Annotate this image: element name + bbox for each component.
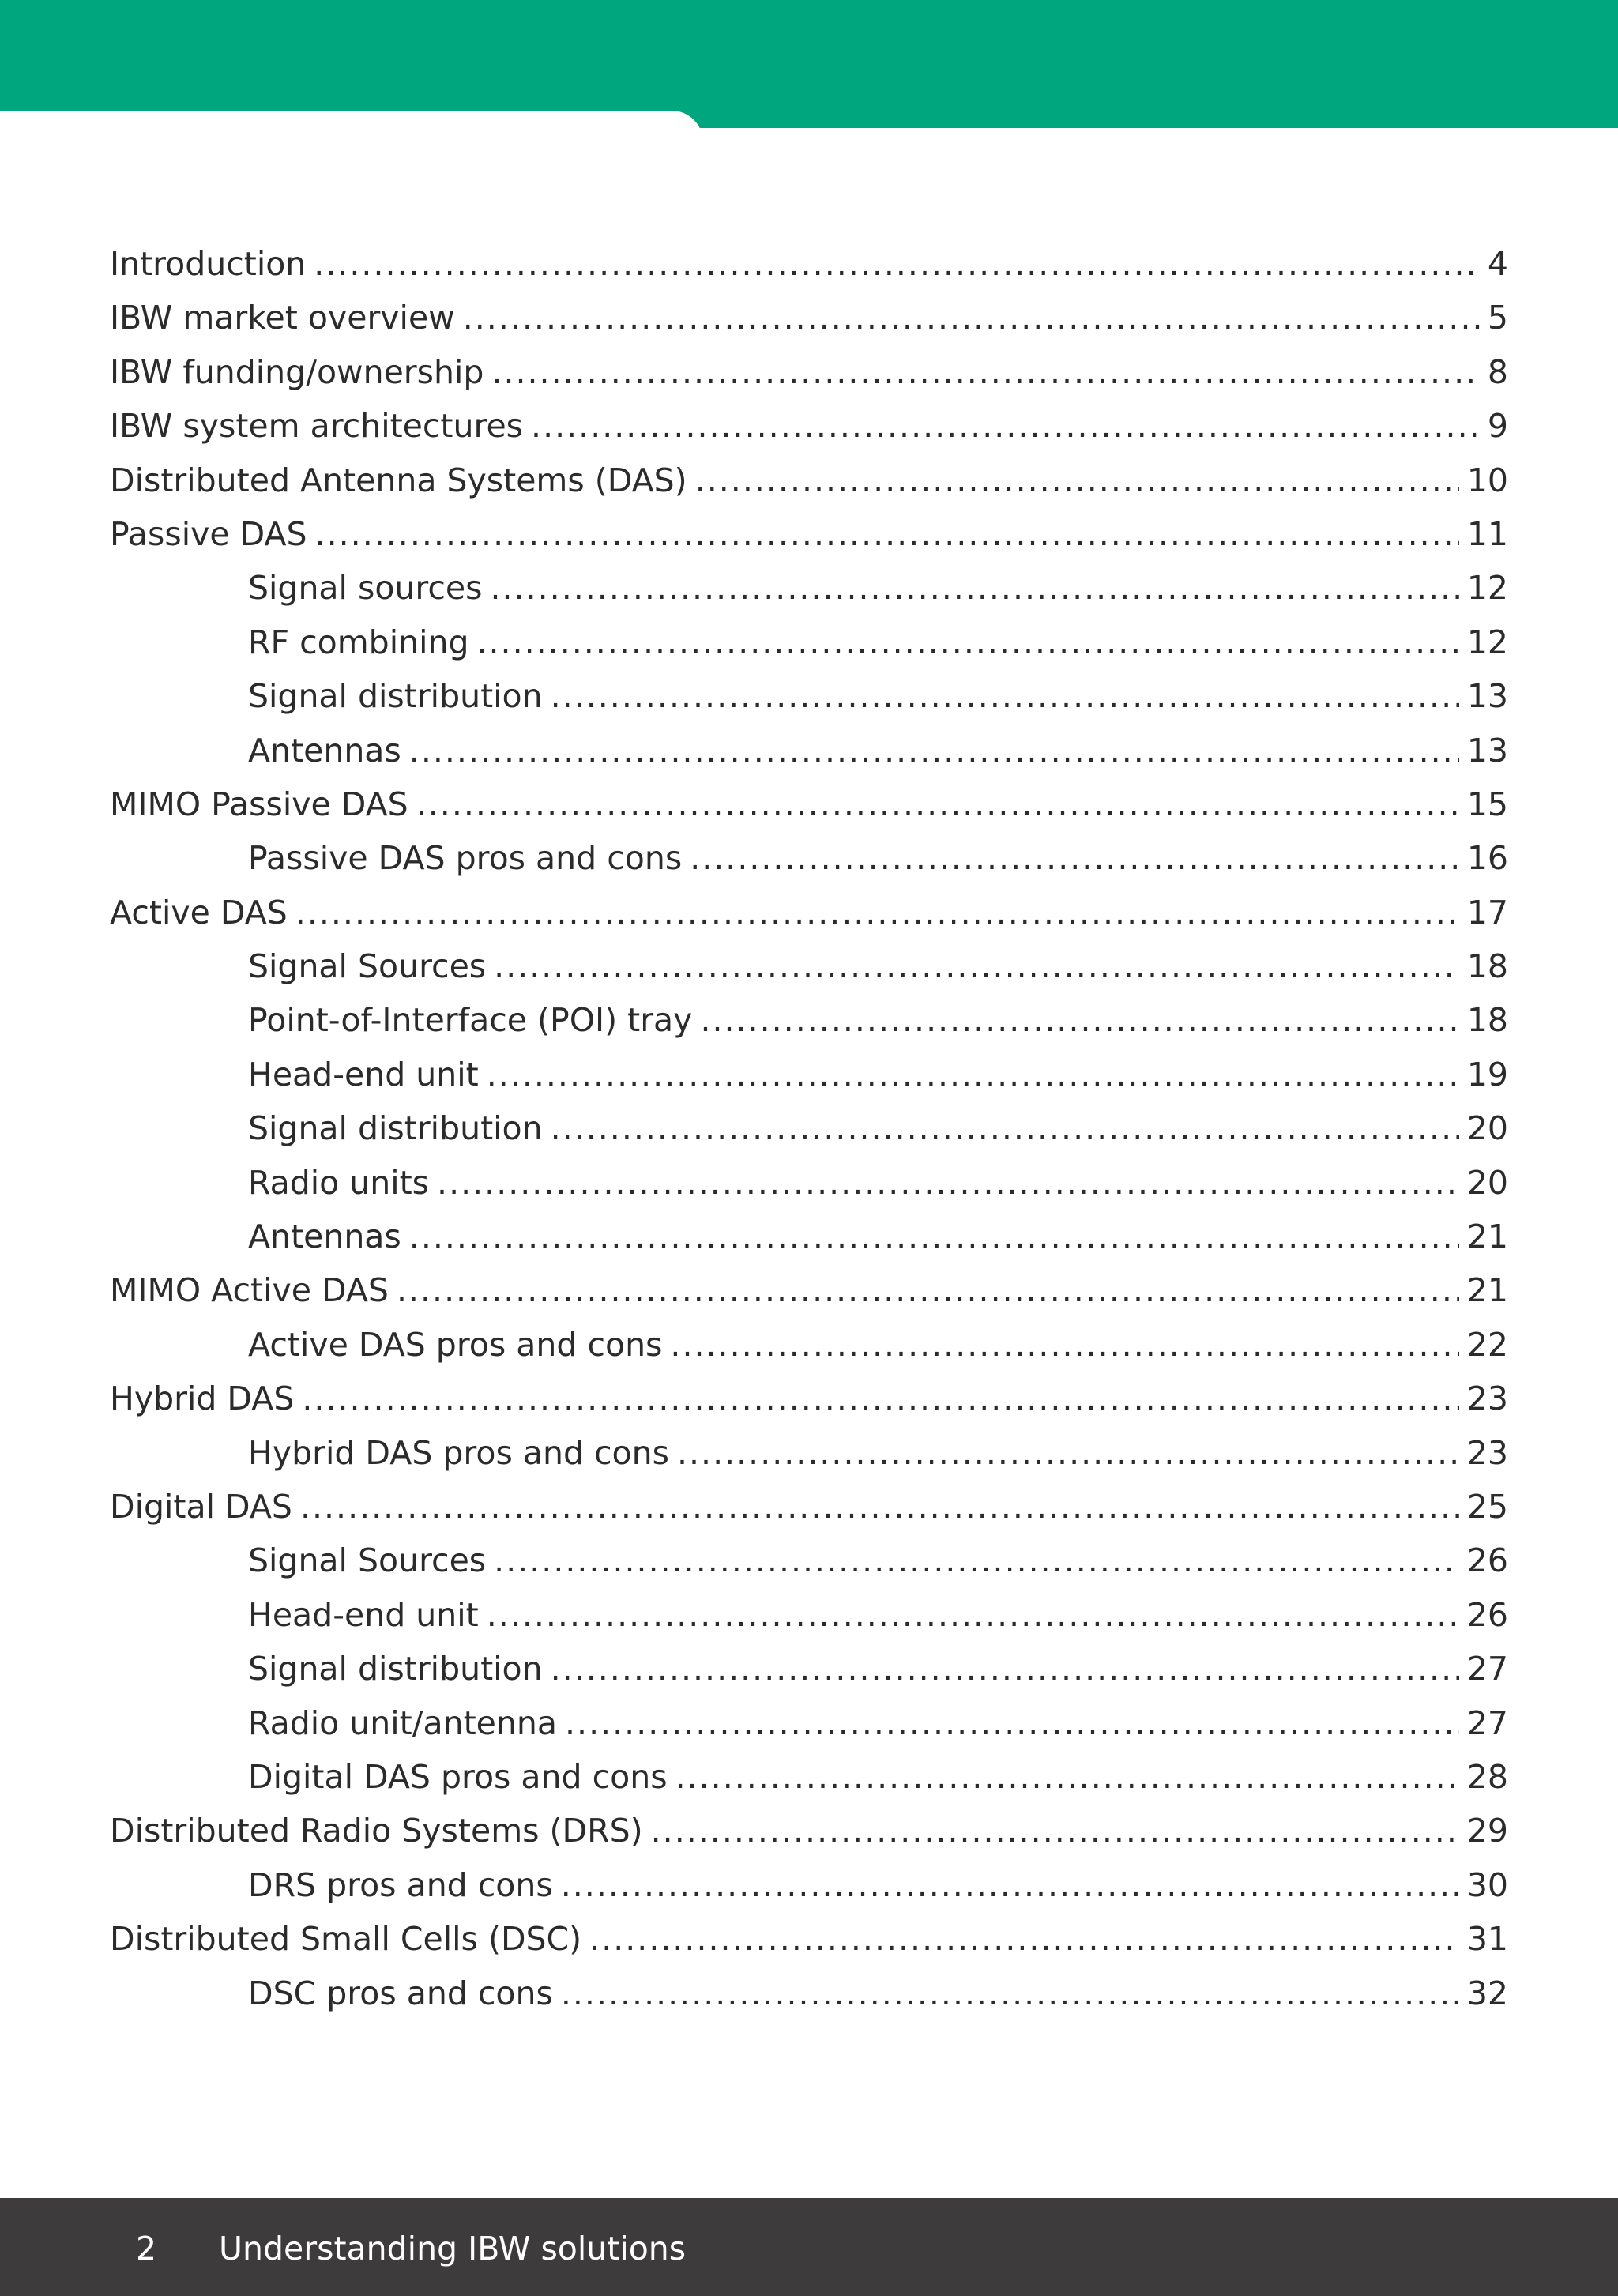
toc-dot-leader — [565, 1696, 1459, 1750]
table-of-contents — [110, 237, 1508, 2020]
toc-entry-label: Digital DAS — [110, 1487, 292, 1526]
toc-entry-page: 13 — [1466, 731, 1508, 770]
toc-entry[interactable] — [110, 1804, 1508, 1858]
toc-dot-leader — [551, 1642, 1459, 1696]
toc-entry[interactable] — [110, 939, 1508, 993]
toc-dot-leader — [695, 454, 1459, 507]
toc-entry-label: Point-of-Interface (POI) tray — [248, 1001, 693, 1040]
toc-entry-page: 21 — [1466, 1218, 1508, 1256]
toc-entry[interactable] — [110, 1101, 1508, 1155]
toc-entry-label: Hybrid DAS pros and cons — [248, 1433, 669, 1472]
toc-entry-label: Signal Sources — [248, 947, 487, 986]
toc-entry-page: 5 — [1487, 299, 1508, 337]
toc-entry[interactable] — [110, 561, 1508, 615]
toc-dot-leader — [476, 615, 1458, 669]
toc-entry[interactable] — [110, 1426, 1508, 1480]
toc-dot-leader — [487, 1048, 1459, 1101]
toc-dot-leader — [690, 831, 1459, 885]
toc-entry[interactable] — [110, 993, 1508, 1047]
toc-entry-label: MIMO Active DAS — [110, 1271, 389, 1310]
toc-entry[interactable] — [110, 831, 1508, 885]
toc-entry[interactable] — [110, 1318, 1508, 1372]
footer-page-number: 2 — [136, 2230, 157, 2268]
header-band — [0, 0, 1618, 128]
toc-entry[interactable] — [110, 1210, 1508, 1263]
toc-entry-label: Introduction — [110, 245, 307, 283]
toc-dot-leader — [700, 993, 1458, 1047]
toc-entry-page: 16 — [1466, 839, 1508, 878]
toc-entry-page: 23 — [1466, 1433, 1508, 1472]
toc-dot-leader — [300, 1480, 1459, 1534]
toc-entry-page: 25 — [1466, 1487, 1508, 1526]
toc-dot-leader — [491, 561, 1459, 615]
toc-entry[interactable] — [110, 1048, 1508, 1101]
toc-entry-label: IBW system architectures — [110, 407, 524, 446]
toc-entry-page: 10 — [1466, 461, 1508, 499]
toc-entry[interactable] — [110, 1480, 1508, 1534]
toc-entry[interactable] — [110, 237, 1508, 291]
toc-entry[interactable] — [110, 399, 1508, 453]
toc-entry-label: Signal distribution — [248, 1650, 543, 1688]
toc-entry[interactable] — [110, 886, 1508, 939]
toc-dot-leader — [531, 399, 1480, 453]
toc-entry-page: 18 — [1466, 947, 1508, 986]
toc-entry-label: Signal distribution — [248, 1109, 543, 1148]
toc-entry-page: 26 — [1466, 1541, 1508, 1580]
toc-entry[interactable] — [110, 1912, 1508, 1966]
toc-entry-page: 31 — [1466, 1920, 1508, 1959]
toc-entry-page: 20 — [1466, 1163, 1508, 1202]
toc-dot-leader — [302, 1372, 1458, 1425]
toc-dot-leader — [677, 1426, 1459, 1480]
toc-entry-page: 17 — [1466, 893, 1508, 932]
toc-entry[interactable] — [110, 1534, 1508, 1587]
header-notch — [0, 111, 703, 142]
toc-entry-page: 22 — [1466, 1325, 1508, 1364]
toc-entry-label: IBW funding/ownership — [110, 352, 484, 391]
toc-entry[interactable] — [110, 724, 1508, 777]
toc-entry-label: Hybrid DAS — [110, 1379, 295, 1418]
toc-entry-label: Passive DAS pros and cons — [248, 839, 683, 878]
toc-entry[interactable] — [110, 1750, 1508, 1804]
toc-entry[interactable] — [110, 1696, 1508, 1750]
toc-entry-label: Signal distribution — [248, 677, 543, 716]
toc-entry[interactable] — [110, 1967, 1508, 2020]
toc-dot-leader — [670, 1318, 1458, 1372]
footer-document-title: Understanding IBW solutions — [219, 2230, 687, 2268]
toc-entry-label: Signal Sources — [248, 1541, 487, 1580]
toc-dot-leader — [589, 1912, 1459, 1966]
toc-entry-page: 27 — [1466, 1703, 1508, 1742]
toc-entry-page: 18 — [1466, 1001, 1508, 1040]
toc-entry-label: Distributed Small Cells (DSC) — [110, 1920, 582, 1959]
toc-dot-leader — [675, 1750, 1459, 1804]
toc-entry[interactable] — [110, 777, 1508, 831]
toc-entry-label: Radio units — [248, 1163, 430, 1202]
toc-entry-page: 4 — [1487, 245, 1508, 283]
toc-entry-page: 21 — [1466, 1271, 1508, 1310]
toc-entry[interactable] — [110, 507, 1508, 561]
toc-entry-page: 12 — [1466, 623, 1508, 661]
toc-entry-label: DRS pros and cons — [248, 1865, 553, 1904]
toc-dot-leader — [551, 1101, 1459, 1155]
toc-entry[interactable] — [110, 1858, 1508, 1912]
toc-entry-page: 23 — [1466, 1379, 1508, 1418]
toc-entry-page: 32 — [1466, 1974, 1508, 2012]
toc-dot-leader — [491, 345, 1479, 399]
toc-entry[interactable] — [110, 1156, 1508, 1210]
toc-entry-label: Antennas — [248, 1218, 401, 1256]
toc-entry[interactable] — [110, 454, 1508, 507]
toc-entry-label: Digital DAS pros and cons — [248, 1757, 668, 1796]
toc-dot-leader — [561, 1967, 1459, 2020]
toc-entry-label: Distributed Antenna Systems (DAS) — [110, 461, 687, 499]
toc-entry-page: 27 — [1466, 1650, 1508, 1688]
toc-dot-leader — [416, 777, 1459, 831]
toc-entry-label: Active DAS — [110, 893, 288, 932]
toc-entry-page: 12 — [1466, 569, 1508, 608]
toc-entry-page: 15 — [1466, 785, 1508, 823]
toc-entry-label: Antennas — [248, 731, 401, 770]
toc-entry[interactable] — [110, 291, 1508, 344]
toc-entry-label: Radio unit/antenna — [248, 1703, 558, 1742]
toc-entry-label: Distributed Radio Systems (DRS) — [110, 1812, 643, 1850]
toc-entry-page: 20 — [1466, 1109, 1508, 1148]
toc-entry[interactable] — [110, 345, 1508, 399]
toc-dot-leader — [437, 1156, 1459, 1210]
toc-dot-leader — [551, 669, 1459, 723]
toc-entry-label: Head-end unit — [248, 1055, 479, 1093]
toc-dot-leader — [397, 1263, 1459, 1317]
toc-entry-label: RF combining — [248, 623, 469, 661]
toc-entry-label: DSC pros and cons — [248, 1974, 553, 2012]
toc-dot-leader — [463, 291, 1480, 344]
toc-entry-page: 26 — [1466, 1595, 1508, 1634]
toc-entry-page: 30 — [1466, 1865, 1508, 1904]
toc-dot-leader — [314, 237, 1480, 291]
toc-entry[interactable] — [110, 615, 1508, 669]
toc-entry-page: 9 — [1487, 407, 1508, 446]
page-footer — [0, 2198, 1618, 2296]
toc-dot-leader — [315, 507, 1459, 561]
toc-dot-leader — [561, 1858, 1459, 1912]
toc-entry[interactable] — [110, 1372, 1508, 1425]
toc-entry-label: MIMO Passive DAS — [110, 785, 408, 823]
toc-entry[interactable] — [110, 1642, 1508, 1696]
toc-dot-leader — [494, 1534, 1459, 1587]
toc-dot-leader — [409, 1210, 1459, 1263]
toc-entry-page: 29 — [1466, 1812, 1508, 1850]
toc-entry[interactable] — [110, 1588, 1508, 1642]
toc-dot-leader — [651, 1804, 1459, 1858]
toc-entry-page: 19 — [1466, 1055, 1508, 1093]
toc-entry-label: Head-end unit — [248, 1595, 479, 1634]
toc-entry[interactable] — [110, 1263, 1508, 1317]
toc-entry-label: Active DAS pros and cons — [248, 1325, 663, 1364]
toc-entry-label: IBW market overview — [110, 299, 455, 337]
toc-entry-page: 28 — [1466, 1757, 1508, 1796]
toc-dot-leader — [487, 1588, 1459, 1642]
toc-entry[interactable] — [110, 669, 1508, 723]
toc-entry-page: 13 — [1466, 677, 1508, 716]
toc-dot-leader — [409, 724, 1459, 777]
toc-dot-leader — [295, 886, 1459, 939]
toc-dot-leader — [494, 939, 1459, 993]
toc-entry-label: Passive DAS — [110, 514, 307, 553]
toc-entry-label: Signal sources — [248, 569, 483, 608]
toc-entry-page: 11 — [1466, 514, 1508, 553]
toc-entry-page: 8 — [1487, 352, 1508, 391]
